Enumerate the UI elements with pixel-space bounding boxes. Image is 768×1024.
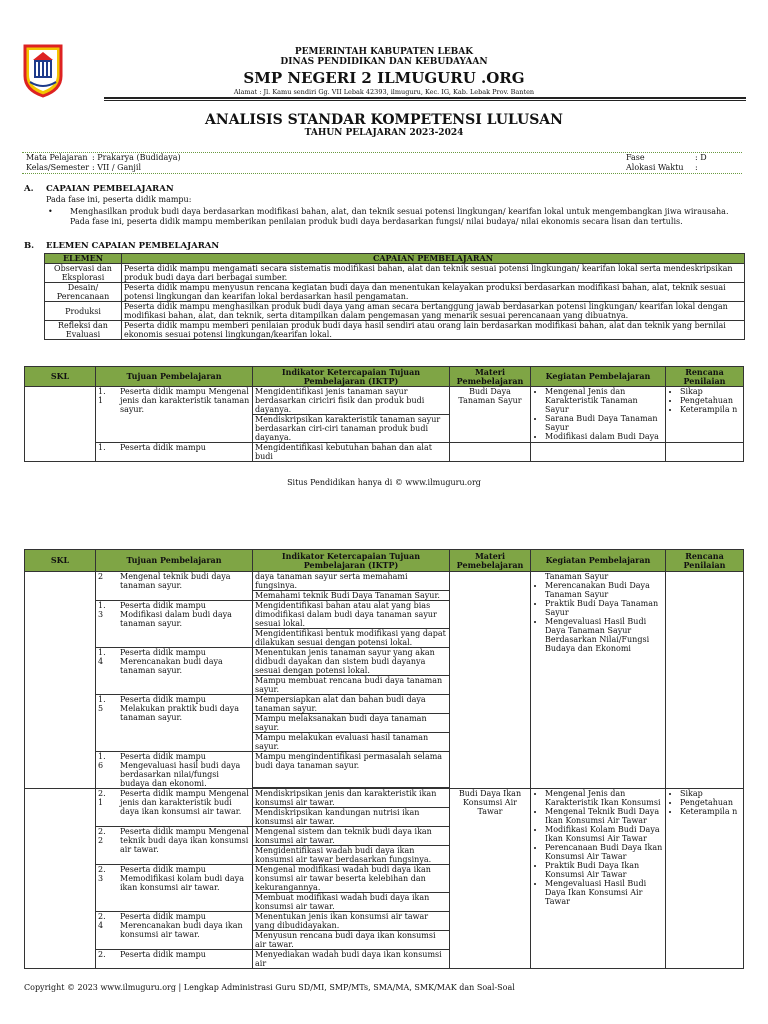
- meta-bottom-line: [22, 173, 742, 175]
- capaian-cell: Peserta didik mampu mengamati secara sistematis modifikasi bahan, alat dan teknik sesuai potensi lingkungan/ kearifan lokal serta mendeskripsikan produk budi daya dari berbagai sumber.: [122, 264, 745, 283]
- tp-cell: 2. 4 Peserta didik mampu Merencanakan budi daya ikan konsumsi air tawar.: [96, 912, 253, 950]
- section-b-title: ELEMEN CAPAIAN PEMBELAJARAN: [46, 241, 220, 251]
- iktp-cell: Mempersiapkan alat dan bahan budi daya tanaman sayur.: [253, 695, 450, 714]
- kegiatan-header: Kegiatan Pembelajaran: [531, 550, 666, 572]
- skl-header: SKL: [25, 550, 96, 572]
- iktp-cell: Mendiskripsikan karakteristik tanaman sayur berdasarkan ciri-ciri tanaman produk budi dayanya.: [253, 415, 450, 443]
- bullet-icon: •: [48, 207, 53, 216]
- kegiatan-cell: Tanaman Sayur • Merencanakan Budi Daya Tanaman Sayur • Praktik Budi Daya Tanaman Sayur • Mengevaluasi Hasil Budi Daya Tanaman Sayur Berdasarkan Nilai/Fungsi Budaya dan Ekonomi: [531, 572, 666, 789]
- section-a-title: CAPAIAN PEMBELAJARAN: [46, 184, 174, 194]
- kelas-value: : VII / Ganjil: [92, 163, 142, 172]
- kelas-label: Kelas/Semester: [26, 163, 90, 172]
- skl-cell: [25, 789, 96, 969]
- tp-cell: 2. 2 Peserta didik mampu Mengenal teknik budi daya ikan konsumsi air tawar.: [96, 827, 253, 865]
- iktp-cell: Memahami teknik Budi Daya Tanaman Sayur.: [253, 591, 450, 601]
- tp-cell: 2 Mengenal teknik budi daya tanaman sayur.: [96, 572, 253, 601]
- gov-name: PEMERINTAH KABUPATEN LEBAK: [294, 47, 474, 57]
- elemen-header: ELEMEN: [45, 254, 122, 264]
- iktp-cell: Mendiskripsikan kandungan nutrisi ikan konsumsi air tawar.: [253, 808, 450, 827]
- iktp-cell: Mengidentifikasi bentuk modifikasi yang dapat dilakukan sesuai dengan potensi lokal.: [253, 629, 450, 648]
- fase-label: Fase: [626, 153, 645, 162]
- table-row: [25, 789, 744, 808]
- alokasi-label: Alokasi Waktu: [626, 163, 684, 172]
- kegiatan-cell: • Mengenal Jenis dan Karakteristik Ikan Konsumsi • Mengenal Teknik Budi Daya Ikan Konsumsi Air Tawar • Modifikasi Kolam Budi Daya Ikan Konsumsi Air Tawar • Perencanaan Budi Daya Ikan Konsumsi Air Tawar • Praktik Budi Daya Ikan Konsumsi Air Tawar • Mengevaluasi Hasil Budi Daya Ikan Konsumsi Air Tawar: [531, 789, 666, 969]
- table-row: [45, 283, 745, 302]
- tp-cell: 1. 3 Peserta didik mampu Modifikasi dalam budi daya tanaman sayur.: [96, 601, 253, 648]
- iktp-header: Indikator Ketercapaian Tujuan Pembelajaran (IKTP): [253, 367, 450, 387]
- copyright-footer: Copyright © 2023 www.ilmuguru.org | Lengkap Administrasi Guru SD/MI, SMP/MTs, SMA/MA, SMK/MAK dan Soal-Soal: [24, 983, 515, 992]
- dept-name: DINAS PENDIDIKAN DAN KEBUDAYAAN: [280, 57, 488, 67]
- tp-cell: 1. 1 Peserta didik mampu Mengenal jenis dan karakteristik tanaman sayur.: [96, 387, 253, 443]
- iktp-cell: Mendiskripsikan jenis dan karakteristik ikan konsumsi air tawar.: [253, 789, 450, 808]
- kegiatan-cell: • Mengenal Jenis dan Karakteristik Tanaman Sayur • Sarana Budi Daya Tanaman Sayur • Modifikasi dalam Budi Daya: [531, 387, 666, 443]
- elemen-cell: Desain/ Perencanaan: [45, 283, 122, 302]
- penilaian-cell: [666, 572, 744, 789]
- skl-header: SKL: [25, 367, 96, 387]
- document-subtitle: TAHUN PELAJARAN 2023-2024: [304, 128, 464, 138]
- elemen-table: [44, 253, 745, 340]
- skl-table-2: [24, 549, 744, 969]
- iktp-cell: daya tanaman sayur serta memahami fungsinya.: [253, 572, 450, 591]
- iktp-cell: Mampu melakukan evaluasi hasil tanaman sayur.: [253, 733, 450, 752]
- fase-value: : D: [695, 153, 707, 162]
- header-rule: [104, 97, 746, 99]
- iktp-header: Indikator Ketercapaian Tujuan Pembelajaran (IKTP): [253, 550, 450, 572]
- tp-cell: 2. Peserta didik mampu: [96, 950, 253, 969]
- school-address: Alamat : Jl. Kamu sendiri Gg. VII Lebak 42393, ilmuguru, Kec. IG, Kab. Lebak Prov. Banten: [233, 88, 535, 96]
- skl-table-1: [24, 366, 744, 462]
- iktp-cell: Mengidentifikasi wadah budi daya ikan konsumsi air tawar berdasarkan fungsinya.: [253, 846, 450, 865]
- iktp-cell: Mengenal modifikasi wadah budi daya ikan konsumsi air tawar beserta kelebihan dan kekurangannya.: [253, 865, 450, 893]
- school-logo: [22, 42, 64, 98]
- iktp-cell: Menentukan jenis tanaman sayur yang akan didbudi dayakan dan sistem budi dayanya sesuai dengan potensi lokal.: [253, 648, 450, 676]
- section-a-intro: Pada fase ini, peserta didik mampu:: [46, 195, 192, 204]
- mapel-value: : Prakarya (Budidaya): [92, 153, 181, 162]
- table-row: [25, 387, 744, 415]
- page-footer: Situs Pendidikan hanya di © www.ilmuguru.org: [287, 478, 481, 487]
- iktp-cell: Membuat modifikasi wadah budi daya ikan konsumsi air tawar.: [253, 893, 450, 912]
- elemen-cell: Refleksi dan Evaluasi: [45, 321, 122, 340]
- tp-cell: 1. 5 Peserta didik mampu Melakukan praktik budi daya tanaman sayur.: [96, 695, 253, 752]
- iktp-cell: Menyusun rencana budi daya ikan konsumsi air tawar.: [253, 931, 450, 950]
- capaian-cell: Peserta didik mampu menghasilkan produk budi daya yang aman secara bertanggung jawab berdasarkan potensi lingkungan/ kearifan lokal dengan modifikasi bahan, alat, dan teknik, serta ditampilkan dalam pengemasan yang menarik sesuai perencanaan yang dibuatnya.: [122, 302, 745, 321]
- rencana-header: Rencana Penilaian: [666, 367, 744, 387]
- iktp-cell: Mengidentifikasi jenis tanaman sayur berdasarkan ciriciri fisik dan produk budi dayanya.: [253, 387, 450, 415]
- section-b-number: B.: [24, 241, 35, 251]
- section-a-number: A.: [24, 184, 34, 194]
- materi-header: Materi Pemebelajaran: [450, 550, 531, 572]
- section-a-bullet: Menghasilkan produk budi daya berdasarkan modifikasi bahan, alat, dan teknik sesuai potensi lingkungan/ kearifan lokal untuk mengembangkan jiwa wirausaha. Pada fase ini, peserta didik mampu memberikan penilaian produk budi daya berdasarkan fungsi/ nilai budaya/ nilai ekonomis secara lisan dan tertulis.: [70, 207, 729, 226]
- table-row: [25, 572, 744, 591]
- table-row: [45, 321, 745, 340]
- tp-cell: 1. 6 Peserta didik mampu Mengevaluasi hasil budi daya berdasarkan nilai/fungsi budaya dan ekonomi.: [96, 752, 253, 789]
- school-name: SMP NEGERI 2 ILMUGURU .ORG: [243, 69, 525, 87]
- materi-cell: Budi Daya Ikan Konsumsi Air Tawar: [450, 789, 531, 969]
- skl-cell: [25, 572, 96, 789]
- tp-cell: 2. 1 Peserta didik mampu Mengenal jenis dan karakteristik budi daya ikan konsumsi air tawar.: [96, 789, 253, 827]
- iktp-cell: Mampu mengindentifikasi permasalah selama budi daya tanaman sayur.: [253, 752, 450, 788]
- materi-cell: [450, 572, 531, 789]
- elemen-cell: Observasi dan Eksplorasi: [45, 264, 122, 283]
- tp-cell: 2. 3 Peserta didik mampu Memodifikasi kolam budi daya ikan konsumsi air tawar.: [96, 865, 253, 912]
- penilaian-cell: • Sikap • Pengetahuan • Keterampila n: [666, 789, 744, 969]
- table-row: [45, 264, 745, 283]
- tp-header: Tujuan Pembelajaran: [96, 367, 253, 387]
- kegiatan-header: Kegiatan Pembelajaran: [531, 367, 666, 387]
- tp-header: Tujuan Pembelajaran: [96, 550, 253, 572]
- iktp-cell: Mampu melaksanakan budi daya tanaman sayur.: [253, 714, 450, 733]
- iktp-cell: Menentukan jenis ikan konsumsi air tawar yang dibudidayakan.: [253, 912, 450, 931]
- capaian-cell: Peserta didik mampu menyusun rencana kegiatan budi daya dan menentukan kelayakan produksi berdasarkan modifikasi bahan, alat, teknik sesuai potensi lingkungan dan kearifan lokal berdasarkan hasil pengamatan.: [122, 283, 745, 302]
- materi-cell: Budi Daya Tanaman Sayur: [450, 387, 531, 443]
- iktp-cell: Mengidentifikasi kebutuhan bahan dan alat budi: [253, 443, 450, 462]
- iktp-cell: Mengenal sistem dan teknik budi daya ikan konsumsi air tawar.: [253, 827, 450, 846]
- skl-cell: [25, 387, 96, 462]
- materi-header: Materi Pemebelajaran: [450, 367, 531, 387]
- table-row: [25, 443, 744, 462]
- capaian-cell: Peserta didik mampu memberi penilaian produk budi daya hasil sendiri atau orang lain berdasarkan modifikasi bahan, alat dan teknik yang bernilai ekonomis sesuai potensi lingkungan/kearifan lokal.: [122, 321, 745, 340]
- meta-top-line: [22, 152, 742, 154]
- tp-cell: 1. Peserta didik mampu: [96, 443, 253, 462]
- iktp-cell: Menyediakan wadah budi daya ikan konsumsi air: [253, 950, 450, 969]
- alokasi-value: :: [695, 163, 698, 172]
- table-row: [45, 302, 745, 321]
- tp-cell: 1. 4 Peserta didik mampu Merencanakan budi daya tanaman sayur.: [96, 648, 253, 695]
- penilaian-cell: • Sikap • Pengetahuan • Keterampila n: [666, 387, 744, 443]
- rencana-header: Rencana Penilaian: [666, 550, 744, 572]
- header-rule-thin: [104, 100, 746, 101]
- document-title: ANALISIS STANDAR KOMPETENSI LULUSAN: [205, 112, 563, 128]
- capaian-header: CAPAIAN PEMBELAJARAN: [122, 254, 745, 264]
- iktp-cell: Mengidentifikasi bahan atau alat yang bias dimodifikasi dalam budi daya tanaman sayur sesuai lokal.: [253, 601, 450, 629]
- elemen-cell: Produksi: [45, 302, 122, 321]
- mapel-label: Mata Pelajaran: [26, 153, 88, 162]
- iktp-cell: Mampu membuat rencana budi daya tanaman sayur.: [253, 676, 450, 695]
